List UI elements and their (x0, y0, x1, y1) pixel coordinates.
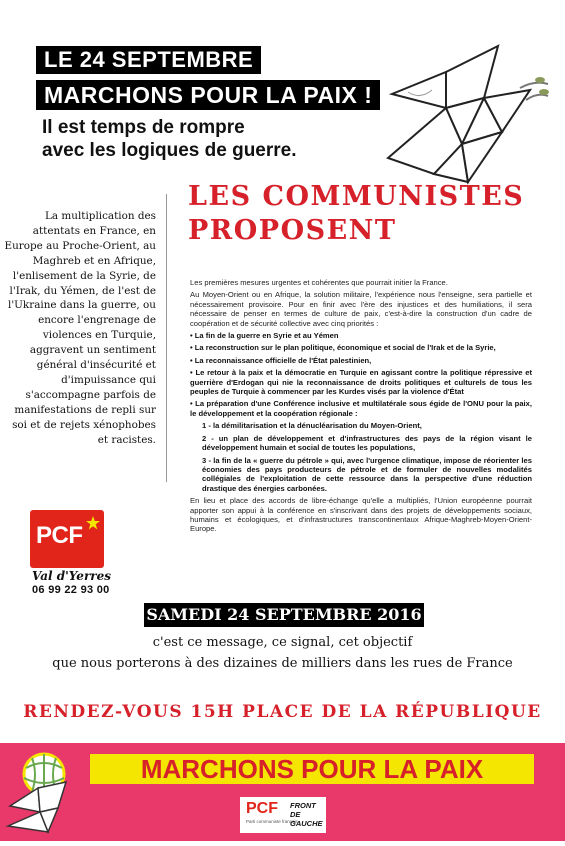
main-title-line-2: PROPOSENT (188, 215, 397, 246)
header-line-2: MARCHONS POUR LA PAIX ! (36, 80, 380, 110)
main-title (188, 180, 524, 248)
event-message-2: que nous porterons à des dizaines de milliers dans les rues de France (52, 656, 513, 671)
sub-item: 1 - la démilitarisation et la dénucléarisation du Moyen-Orient, (202, 421, 422, 431)
globe-dove-icon (4, 748, 82, 836)
intro-paragraph: La multiplication des attentats en France, en Europe au Proche-Orient, au Maghreb et en Afrique, l'enlisement de la Syrie, de l'Irak, du Yémen, de l'est de l'Ukraine dans la guerre, ou encore l'engrenage de violences en Turquie, aggravent un sentiment général d'insécurité et d'impuissance qui s'accompagne parfois de manifestations de repli sur soi et de rejets xénophobes et racistes. (4, 210, 156, 446)
pcf-local-section: Val d'Yerres (32, 569, 111, 583)
star-icon (86, 516, 100, 530)
footer-banner (0, 743, 565, 841)
footer-pcf-subtitle: Parti communiste français (246, 819, 298, 824)
globe-dove-icon (380, 40, 550, 190)
pcf-logo (30, 510, 104, 568)
header-subtitle-2: avec les logiques de guerre. (42, 140, 297, 161)
sub-item: 3 - la fin de la « guerre du pétrole » qui, avec l'urgence climatique, impose de réorienter les économies des pays producteurs de pétrole et de formuler de nouvelles modalités collégiales de l'exploitation de cette ressource dans la perspective d'une réduction drastique des énergies carbonées. (202, 455, 532, 493)
event-date: SAMEDI 24 SEPTEMBRE 2016 (144, 603, 424, 627)
bullet-item: • La reconnaissance officielle de l'État palestinien, (190, 355, 372, 365)
pcf-phone: 06 99 22 93 00 (32, 584, 110, 596)
column-divider (166, 194, 167, 482)
footer-title: MARCHONS POUR LA PAIX (90, 754, 534, 784)
body-intro: Les premières mesures urgentes et cohérentes que pourrait initier la France. (190, 278, 448, 287)
body-closing: En lieu et place des accords de libre-échange qu'elle a multipliés, l'Union européenne pourrait apporter son appui à la conférence en s'inscrivant dans des projets de développements sociaux, humains et écologiques, et d'infrastructures transcontinentaux Afrique-Maghreb-Moyen-Orient-Europe. (190, 496, 532, 534)
sub-item: 2 - un plan de développement et d'infrastructures des pays de la région visant le développement humain et social de toutes les populations, (202, 433, 532, 453)
main-title-line-1: LES COMMUNISTES (188, 181, 525, 212)
header-subtitle-1: Il est temps de rompre (42, 117, 245, 138)
footer-pcf-logo: PCF (246, 800, 278, 817)
body-paragraph-1: Au Moyen-Orient ou en Afrique, la solution militaire, l'expérience nous l'enseigne, sera partielle et nécessairement provisoire. Pour en finir avec l'ère des injustices et des humiliations, il sera nécessaire de penser en termes de culture de paix, c'est-à-dire la construction d'un cadre de coopération et de sécurité collective avec cinq priorités : (190, 290, 532, 328)
front-de-gauche-logo: FRONT DE GAUCHE (290, 801, 323, 828)
proposals-body (190, 278, 532, 537)
rendezvous-text: RENDEZ-VOUS 15H PLACE DE LA RÉPUBLIQUE (23, 702, 542, 722)
bullet-item: • La préparation d'une Conférence inclusive et multilatérale sous égide de l'ONU pour la paix, le développement et la coopération régionale : (190, 399, 532, 418)
pcf-logo-text: PCF (36, 522, 83, 549)
bullet-item: • Le retour à la paix et la démocratie en Turquie en agissant contre la politique répressive et guerrière d'Erdogan qui nie la reconnaissance de droits politiques et culturels de tous les peuples de Turquie à commencer par les Kurdes visés par la violence d'État (190, 368, 532, 397)
header-line-1: LE 24 SEPTEMBRE (36, 46, 261, 74)
bullet-item: • La reconstruction sur le plan politique, économique et social de l'Irak et de la Syrie, (190, 343, 496, 353)
footer-logos (240, 797, 326, 833)
bullet-item: • La fin de la guerre en Syrie et au Yémen (190, 331, 339, 341)
event-message-1: c'est ce message, ce signal, cet objectif (152, 635, 413, 650)
